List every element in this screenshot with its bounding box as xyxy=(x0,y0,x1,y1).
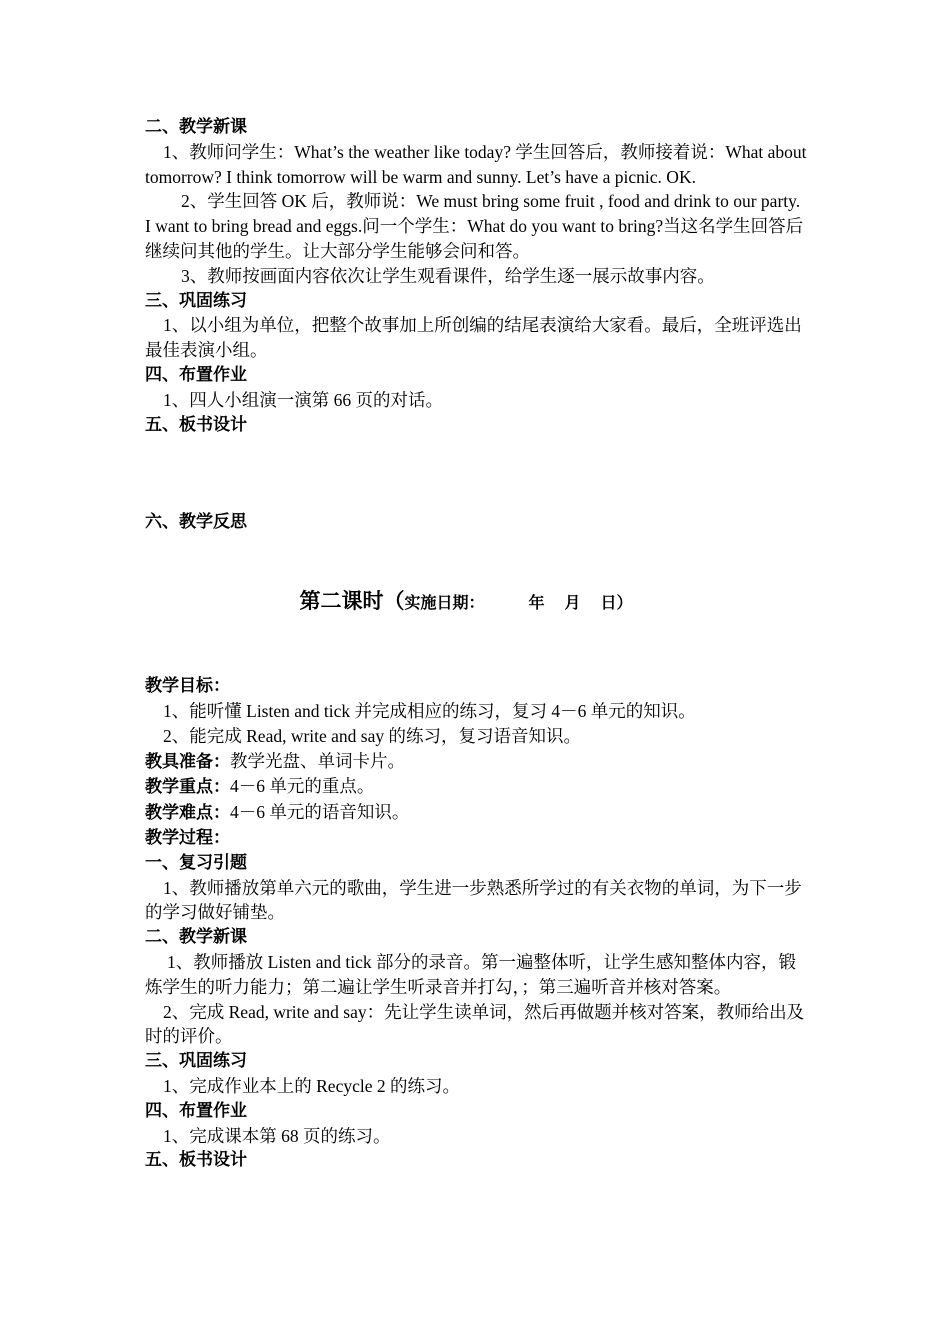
paragraph-practice-1: 1、以小组为单位，把整个故事加上所创编的结尾表演给大家看。最后，全班评选出最佳表演小组。 xyxy=(145,315,802,361)
difficulty-line xyxy=(145,800,807,826)
lesson-title-day: 日） xyxy=(600,593,633,613)
goal-item-2: 2、能完成 Read, write and say 的练习，复习语音知识。 xyxy=(163,725,582,746)
value-teaching-aids: 教学光盘、单词卡片。 xyxy=(230,750,405,771)
board-design-space xyxy=(145,437,807,510)
label-key-points: 教学重点： xyxy=(145,777,230,798)
paragraph-practice-2-1: 1、完成作业本上的 Recycle 2 的练习。 xyxy=(163,1075,460,1096)
section-heading-board-design-2: 五、板书设计 xyxy=(145,1150,247,1171)
paragraph-new-lesson-3: 3、教师按画面内容依次让学生观看课件，给学生逐一展示故事内容。 xyxy=(181,265,715,286)
prep-line xyxy=(145,749,807,775)
lesson-title-year: 年 xyxy=(528,593,545,613)
lesson-title xyxy=(145,583,807,621)
section-heading-board-design: 五、板书设计 xyxy=(145,414,247,435)
section-heading-new-lesson: 二、教学新课 xyxy=(145,117,247,137)
paragraph-review-1: 1、教师播放第单六元的歌曲，学生进一步熟悉所学过的有关衣物的单词，为下一步的学习做好铺垫。 xyxy=(145,877,802,923)
value-difficult-points: 4－6 单元的语音知识。 xyxy=(230,802,410,823)
section-heading-reflection: 六、教学反思 xyxy=(145,512,247,533)
label-teaching-aids: 教具准备： xyxy=(145,751,230,772)
document-body xyxy=(145,115,807,1173)
paragraph-homework-2-1: 1、完成课本第 68 页的练习。 xyxy=(163,1125,391,1146)
key-line xyxy=(145,774,807,800)
section-heading-review: 一、复习引题 xyxy=(145,852,247,873)
paragraph-new-lesson-2-2: 2、完成 Read, write and say：先让学生读单词，然后再做题并核对答案，教师给出及时的评价。 xyxy=(145,1001,805,1047)
value-key-points: 4－6 单元的重点。 xyxy=(230,776,375,797)
section-heading-homework: 四、布置作业 xyxy=(145,364,247,385)
lesson-title-date-label: 实施日期： xyxy=(404,593,485,613)
reflection-space xyxy=(145,535,807,583)
lesson-title-main: 第二课时（ xyxy=(299,589,405,614)
paragraph-homework-1: 1、四人小组演一演第 66 页的对话。 xyxy=(163,389,443,410)
section-heading-new-lesson-2: 二、教学新课 xyxy=(145,927,247,948)
goal-item-1: 1、能听懂 Listen and tick 并完成相应的练习，复习 4－6 单元的知识。 xyxy=(163,700,696,721)
paragraph-new-lesson-2-1: 1、教师播放 Listen and tick 部分的录音。第一遍整体听，让学生感知整体内容，锻炼学生的听力能力；第二遍让学生听录音并打勾，；第三遍听音并核对答案。 xyxy=(145,951,796,997)
section-heading-homework-2: 四、布置作业 xyxy=(145,1100,247,1121)
section-heading-practice-2: 三、巩固练习 xyxy=(145,1051,247,1072)
label-teaching-goals: 教学目标： xyxy=(145,676,230,697)
section-heading-practice: 三、巩固练习 xyxy=(145,290,247,311)
paragraph-new-lesson-1: 1、教师问学生：What’s the weather like today? 学生回答后，教师接着说：What about tomorrow? I think tomorrow will be warm and sunny. Let’s have a picnic. OK. xyxy=(145,141,807,187)
label-teaching-process: 教学过程： xyxy=(145,827,230,848)
label-difficult-points: 教学难点： xyxy=(145,803,230,824)
lesson-title-month: 月 xyxy=(564,593,581,613)
title-spacing xyxy=(145,621,807,674)
paragraph-new-lesson-2: 2、学生回答 OK 后，教师说：We must bring some fruit , food and drink to our party. I want to bring bread and eggs.问一个学生：What do you want to bring?当这名学生回答后继续问其他的学生。让大部分学生能够会问和答。 xyxy=(145,191,804,261)
